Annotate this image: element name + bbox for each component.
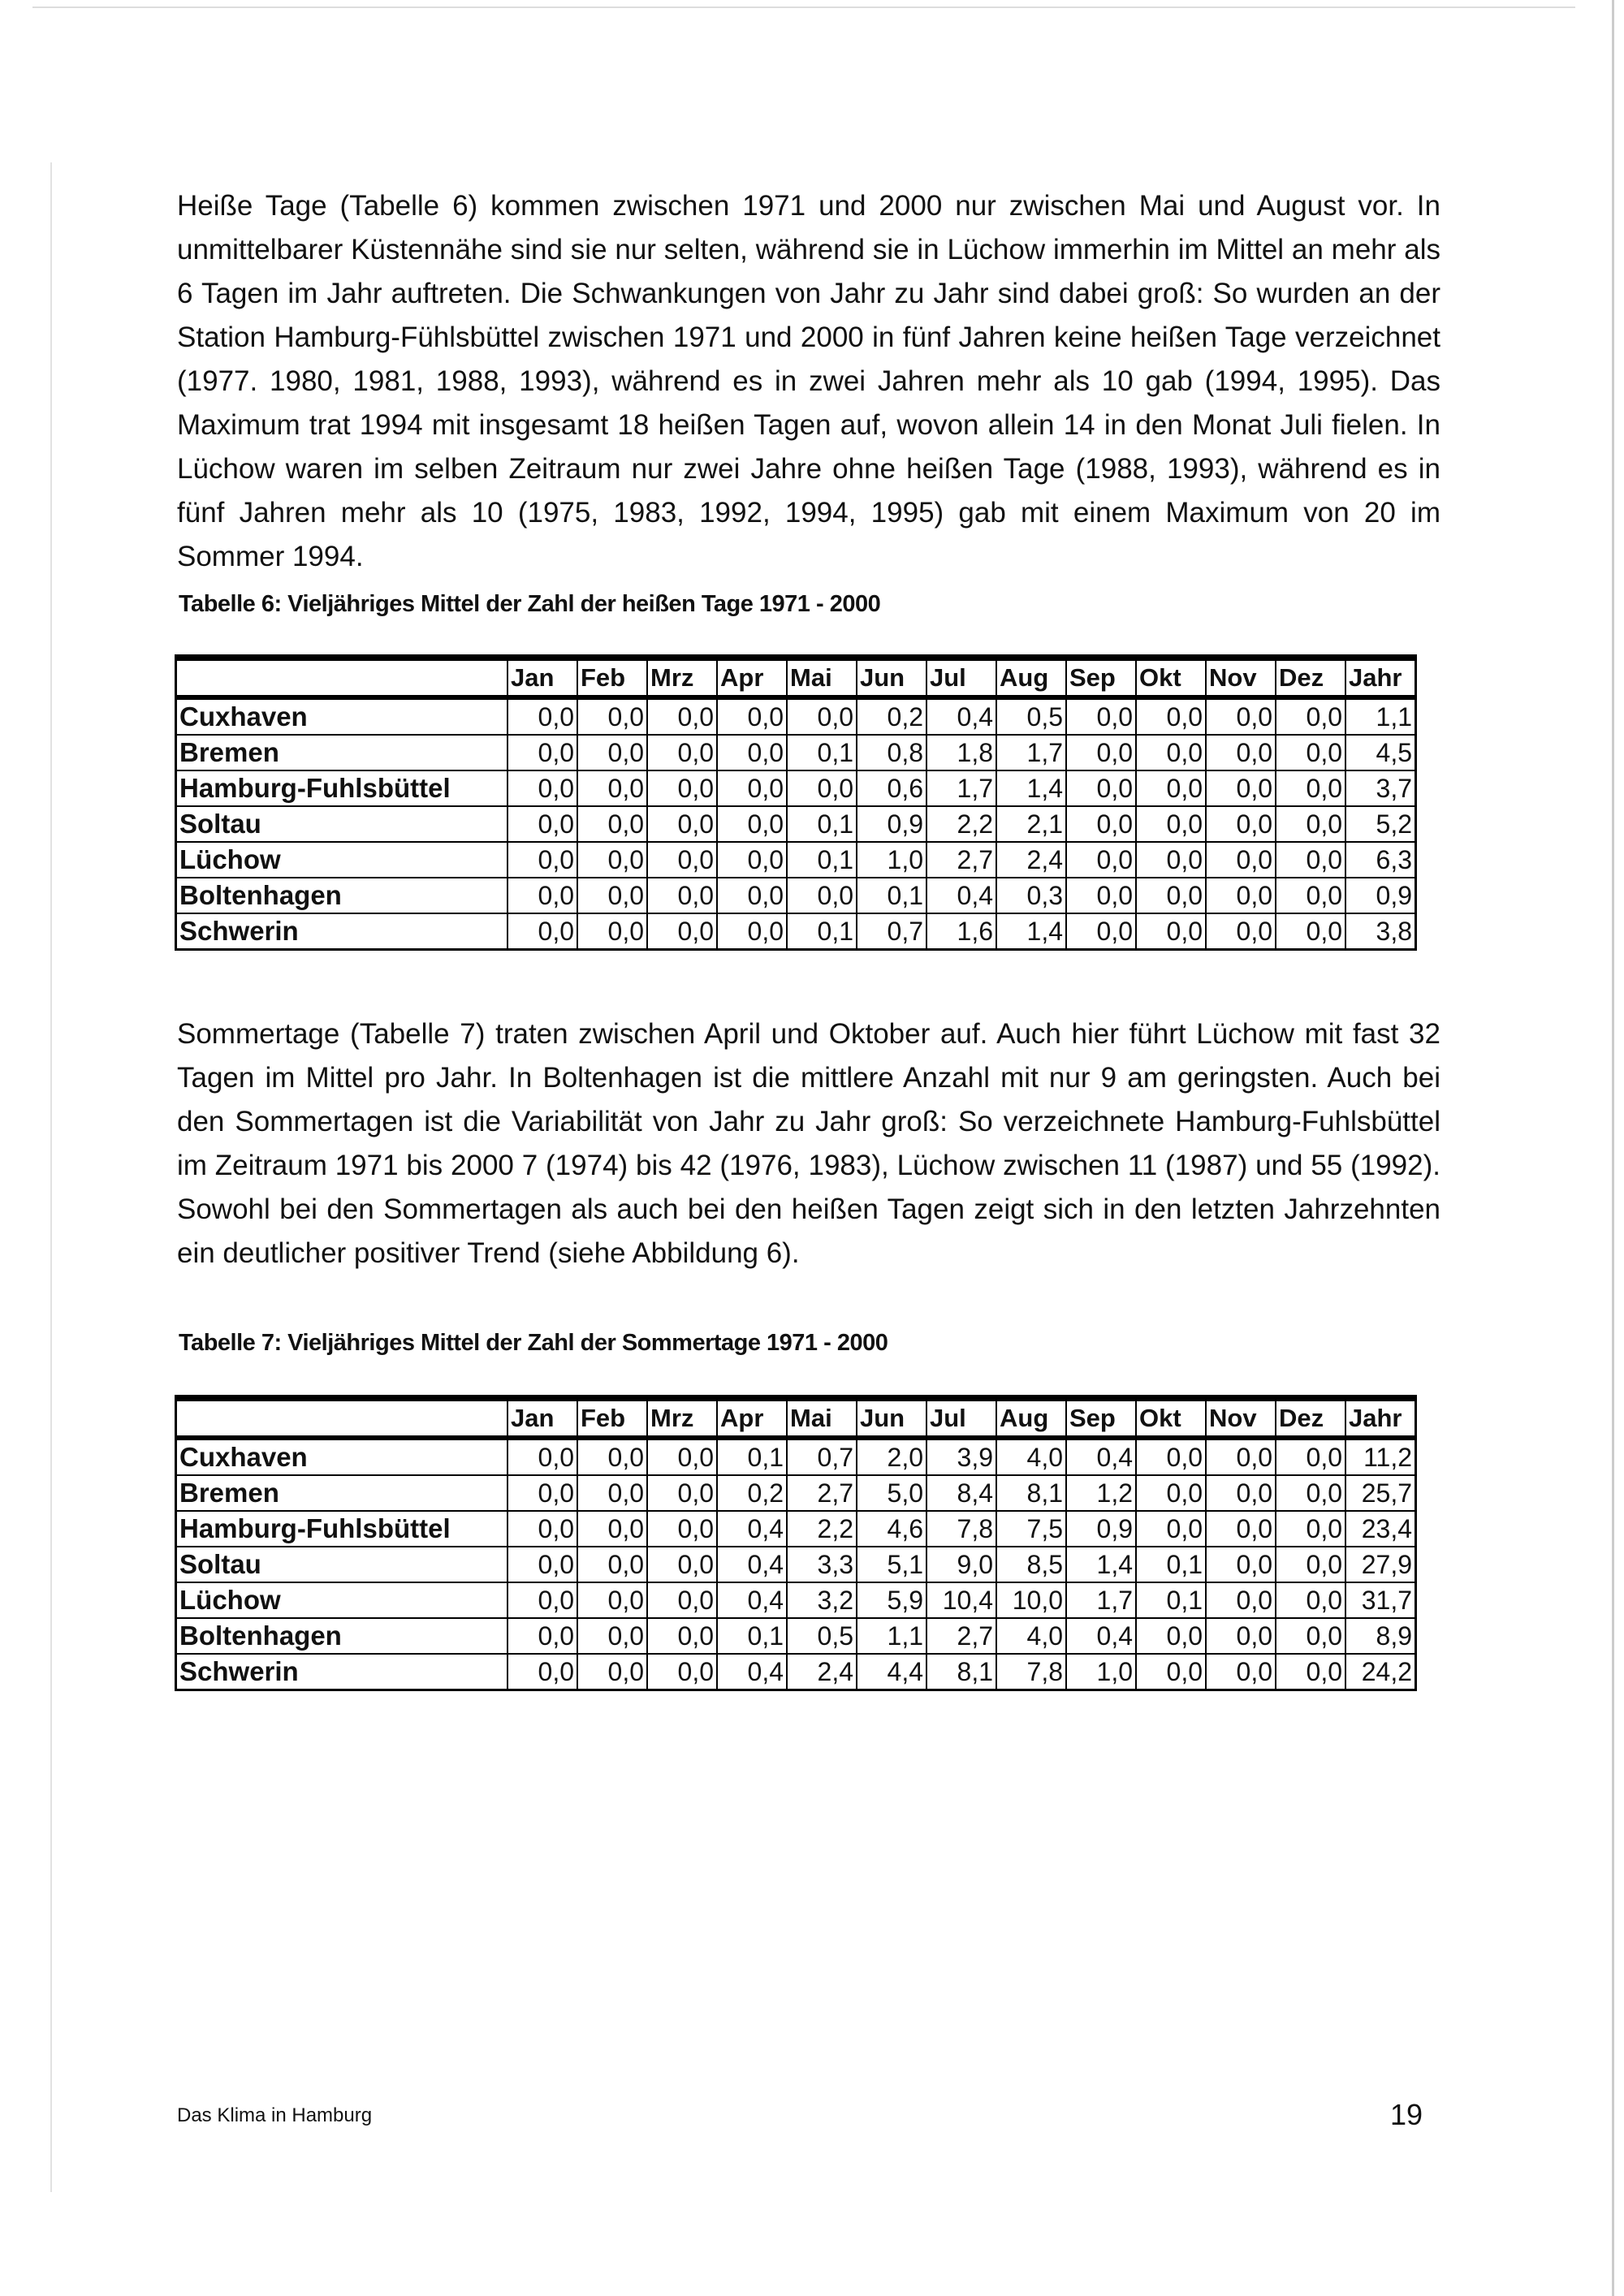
value-cell: 0,0: [1136, 1438, 1206, 1475]
header-row: [176, 1398, 1416, 1438]
value-cell: 0,0: [1206, 1475, 1276, 1511]
value-cell: 0,0: [647, 878, 717, 913]
table-row: [176, 878, 1416, 913]
column-header: Dez: [1276, 658, 1345, 697]
station-name: Lüchow: [176, 842, 508, 878]
value-cell: 4,5: [1345, 735, 1416, 770]
value-cell: 0,0: [1136, 697, 1206, 735]
table7-caption: Tabelle 7: Vieljähriges Mittel der Zahl der Sommertage 1971 - 2000: [179, 1330, 888, 1356]
value-cell: 8,5: [996, 1547, 1066, 1582]
value-cell: 0,0: [508, 770, 577, 806]
value-cell: 8,4: [926, 1475, 996, 1511]
value-cell: 4,4: [857, 1654, 926, 1690]
value-cell: 0,0: [647, 1582, 717, 1618]
value-cell: 2,0: [857, 1438, 926, 1475]
table6-caption: Tabelle 6: Vieljähriges Mittel der Zahl der heißen Tage 1971 - 2000: [179, 591, 881, 617]
value-cell: 0,0: [1136, 770, 1206, 806]
station-name: Schwerin: [176, 1654, 508, 1690]
table-row: [176, 770, 1416, 806]
value-cell: 3,2: [787, 1582, 857, 1618]
value-cell: 0,0: [577, 806, 647, 842]
value-cell: 0,4: [926, 878, 996, 913]
value-cell: 0,0: [647, 1618, 717, 1654]
column-header: Okt: [1136, 658, 1206, 697]
column-header: Jan: [508, 1398, 577, 1438]
value-cell: 1,0: [857, 842, 926, 878]
value-cell: 1,6: [926, 913, 996, 950]
station-name: Hamburg-Fuhlsbüttel: [176, 770, 508, 806]
column-header: Apr: [717, 658, 787, 697]
value-cell: 0,0: [508, 806, 577, 842]
value-cell: 0,0: [1136, 1475, 1206, 1511]
value-cell: 0,0: [577, 1511, 647, 1547]
column-header: Aug: [996, 658, 1066, 697]
value-cell: 0,0: [1206, 770, 1276, 806]
value-cell: 0,1: [857, 878, 926, 913]
value-cell: 0,0: [1206, 1654, 1276, 1690]
station-name: Boltenhagen: [176, 878, 508, 913]
value-cell: 0,0: [717, 806, 787, 842]
value-cell: 0,0: [577, 913, 647, 950]
value-cell: 10,4: [926, 1582, 996, 1618]
table-row: [176, 1618, 1416, 1654]
value-cell: 0,0: [1206, 1618, 1276, 1654]
value-cell: 0,1: [1136, 1547, 1206, 1582]
value-cell: 0,0: [508, 1618, 577, 1654]
column-header: Nov: [1206, 658, 1276, 697]
value-cell: 0,7: [787, 1438, 857, 1475]
column-header: Mai: [787, 1398, 857, 1438]
value-cell: 0,9: [1066, 1511, 1136, 1547]
value-cell: 0,0: [1206, 878, 1276, 913]
column-header: Jun: [857, 1398, 926, 1438]
column-header: Sep: [1066, 658, 1136, 697]
value-cell: 0,0: [647, 1547, 717, 1582]
value-cell: 2,7: [926, 842, 996, 878]
value-cell: 0,3: [996, 878, 1066, 913]
value-cell: 8,1: [926, 1654, 996, 1690]
value-cell: 0,0: [717, 697, 787, 735]
value-cell: 0,0: [1276, 1654, 1345, 1690]
column-header: Mrz: [647, 1398, 717, 1438]
table-row: [176, 1438, 1416, 1475]
value-cell: 0,0: [1206, 913, 1276, 950]
station-name: Lüchow: [176, 1582, 508, 1618]
value-cell: 0,0: [1276, 1582, 1345, 1618]
value-cell: 1,0: [1066, 1654, 1136, 1690]
value-cell: 0,0: [717, 913, 787, 950]
value-cell: 5,0: [857, 1475, 926, 1511]
value-cell: 0,0: [647, 806, 717, 842]
value-cell: 0,1: [717, 1438, 787, 1475]
column-header: Nov: [1206, 1398, 1276, 1438]
column-header: Feb: [577, 658, 647, 697]
value-cell: 0,0: [508, 697, 577, 735]
value-cell: 0,0: [1206, 1438, 1276, 1475]
value-cell: 3,3: [787, 1547, 857, 1582]
value-cell: 0,0: [1276, 735, 1345, 770]
value-cell: 0,0: [577, 697, 647, 735]
value-cell: 23,4: [1345, 1511, 1416, 1547]
station-name: Cuxhaven: [176, 697, 508, 735]
value-cell: 4,0: [996, 1438, 1066, 1475]
value-cell: 0,0: [1066, 697, 1136, 735]
value-cell: 0,4: [1066, 1618, 1136, 1654]
value-cell: 0,0: [1276, 1618, 1345, 1654]
table-row: [176, 913, 1416, 950]
value-cell: 3,8: [1345, 913, 1416, 950]
value-cell: 2,1: [996, 806, 1066, 842]
value-cell: 0,0: [1276, 913, 1345, 950]
value-cell: 0,0: [647, 1438, 717, 1475]
value-cell: 0,0: [1136, 878, 1206, 913]
value-cell: 0,0: [647, 842, 717, 878]
column-header: Jan: [508, 658, 577, 697]
value-cell: 1,4: [996, 913, 1066, 950]
value-cell: 1,7: [996, 735, 1066, 770]
value-cell: 0,0: [1066, 806, 1136, 842]
value-cell: 0,2: [717, 1475, 787, 1511]
value-cell: 0,0: [577, 878, 647, 913]
value-cell: 0,0: [1276, 1438, 1345, 1475]
value-cell: 0,0: [787, 878, 857, 913]
page-number: 19: [1390, 2098, 1423, 2131]
value-cell: 31,7: [1345, 1582, 1416, 1618]
value-cell: 0,1: [787, 913, 857, 950]
station-name: Boltenhagen: [176, 1618, 508, 1654]
value-cell: 0,0: [577, 1582, 647, 1618]
value-cell: 0,4: [1066, 1438, 1136, 1475]
paragraph-hot-days: Heiße Tage (Tabelle 6) kommen zwischen 1971 und 2000 nur zwischen Mai und August vor. In unmittelbarer Küstennähe sind sie nur selten, während sie in Lüchow immerhin im Mittel an mehr als 6 Tagen im Jahr auftreten. Die Schwankungen von Jahr zu Jahr sind dabei groß: So wurden an der Station Hamburg-Fühlsbüttel zwischen 1971 und 2000 in fünf Jahren keine heißen Tage verzeichnet (1977. 1980, 1981, 1988, 1993), während es in zwei Jahren mehr als 10 gab (1994, 1995). Das Maximum trat 1994 mit insgesamt 18 heißen Tagen auf, wovon allein 14 in den Monat Juli fielen. In Lüchow waren im selben Zeitraum nur zwei Jahre ohne heißen Tage (1988, 1993), während es in fünf Jahren mehr als 10 (1975, 1983, 1992, 1994, 1995) gab mit einem Maximum von 20 im Sommer 1994.: [177, 190, 1440, 572]
value-cell: 3,7: [1345, 770, 1416, 806]
value-cell: 1,4: [1066, 1547, 1136, 1582]
header-row: [176, 658, 1416, 697]
value-cell: 5,2: [1345, 806, 1416, 842]
value-cell: 0,0: [647, 913, 717, 950]
column-header: Dez: [1276, 1398, 1345, 1438]
value-cell: 0,0: [1066, 913, 1136, 950]
value-cell: 0,0: [1136, 842, 1206, 878]
value-cell: 0,0: [1206, 697, 1276, 735]
table-row: [176, 1654, 1416, 1690]
value-cell: 8,9: [1345, 1618, 1416, 1654]
value-cell: 0,0: [647, 697, 717, 735]
scan-edge-right: [1612, 0, 1614, 2296]
corner-cell: [176, 1398, 508, 1438]
value-cell: 2,4: [787, 1654, 857, 1690]
value-cell: 0,4: [717, 1547, 787, 1582]
value-cell: 10,0: [996, 1582, 1066, 1618]
value-cell: 0,0: [1206, 806, 1276, 842]
value-cell: 0,0: [1206, 842, 1276, 878]
value-cell: 0,0: [577, 1654, 647, 1690]
value-cell: 1,4: [996, 770, 1066, 806]
station-name: Soltau: [176, 806, 508, 842]
column-header: Mai: [787, 658, 857, 697]
value-cell: 0,0: [508, 1475, 577, 1511]
value-cell: 0,0: [1276, 1511, 1345, 1547]
value-cell: 0,0: [1136, 1654, 1206, 1690]
value-cell: 0,6: [857, 770, 926, 806]
value-cell: 0,0: [787, 697, 857, 735]
value-cell: 0,0: [1276, 770, 1345, 806]
value-cell: 0,0: [647, 1511, 717, 1547]
table-row: [176, 1582, 1416, 1618]
table-hot-days: [175, 654, 1417, 951]
table-row: [176, 1475, 1416, 1511]
column-header: Jun: [857, 658, 926, 697]
value-cell: 0,0: [717, 770, 787, 806]
column-header: Feb: [577, 1398, 647, 1438]
column-header: Mrz: [647, 658, 717, 697]
column-header: Jahr: [1345, 658, 1416, 697]
table-row: [176, 842, 1416, 878]
table-row: [176, 1511, 1416, 1547]
column-header: Aug: [996, 1398, 1066, 1438]
value-cell: 11,2: [1345, 1438, 1416, 1475]
value-cell: 0,0: [1276, 878, 1345, 913]
value-cell: 0,0: [1136, 806, 1206, 842]
footer-title: Das Klima in Hamburg: [177, 2104, 373, 2126]
value-cell: 0,0: [508, 1511, 577, 1547]
value-cell: 0,1: [1136, 1582, 1206, 1618]
value-cell: 0,4: [717, 1511, 787, 1547]
column-header: Sep: [1066, 1398, 1136, 1438]
value-cell: 0,0: [508, 842, 577, 878]
value-cell: 0,5: [996, 697, 1066, 735]
value-cell: 0,0: [577, 1547, 647, 1582]
station-name: Soltau: [176, 1547, 508, 1582]
value-cell: 0,0: [1276, 1547, 1345, 1582]
value-cell: 0,0: [647, 1475, 717, 1511]
value-cell: 0,0: [787, 770, 857, 806]
value-cell: 2,7: [926, 1618, 996, 1654]
value-cell: 0,0: [1136, 1511, 1206, 1547]
value-cell: 2,4: [996, 842, 1066, 878]
value-cell: 0,0: [717, 878, 787, 913]
value-cell: 1,1: [857, 1618, 926, 1654]
station-name: Cuxhaven: [176, 1438, 508, 1475]
station-name: Schwerin: [176, 913, 508, 950]
value-cell: 0,7: [857, 913, 926, 950]
value-cell: 4,6: [857, 1511, 926, 1547]
value-cell: 1,1: [1345, 697, 1416, 735]
paragraph-summer-days: Sommertage (Tabelle 7) traten zwischen April und Oktober auf. Auch hier führt Lüchow mit fast 32 Tagen im Mittel pro Jahr. In Boltenhagen ist die mittlere Anzahl mit nur 9 am geringsten. Auch bei den Sommertagen ist die Variabilität von Jahr zu Jahr groß: So verzeichnete Hamburg-Fuhlsbüttel im Zeitraum 1971 bis 2000 7 (1974) bis 42 (1976, 1983), Lüchow zwischen 11 (1987) und 55 (1992). Sowohl bei den Sommertagen als auch bei den heißen Tagen zeigt sich in den letzten Jahrzehnten ein deutlicher positiver Trend (siehe Abbildung 6).: [177, 1018, 1440, 1269]
value-cell: 0,0: [1066, 735, 1136, 770]
value-cell: 0,0: [577, 842, 647, 878]
value-cell: 0,8: [857, 735, 926, 770]
value-cell: 0,9: [857, 806, 926, 842]
value-cell: 7,8: [926, 1511, 996, 1547]
value-cell: 5,9: [857, 1582, 926, 1618]
value-cell: 7,8: [996, 1654, 1066, 1690]
value-cell: 27,9: [1345, 1547, 1416, 1582]
value-cell: 4,0: [996, 1618, 1066, 1654]
value-cell: 2,2: [926, 806, 996, 842]
value-cell: 0,4: [926, 697, 996, 735]
column-header: Jul: [926, 658, 996, 697]
value-cell: 0,0: [508, 735, 577, 770]
station-name: Hamburg-Fuhlsbüttel: [176, 1511, 508, 1547]
station-name: Bremen: [176, 735, 508, 770]
value-cell: 0,2: [857, 697, 926, 735]
value-cell: 0,0: [508, 913, 577, 950]
value-cell: 5,1: [857, 1547, 926, 1582]
value-cell: 0,1: [787, 735, 857, 770]
value-cell: 0,9: [1345, 878, 1416, 913]
value-cell: 0,0: [1206, 1511, 1276, 1547]
value-cell: 0,0: [647, 735, 717, 770]
value-cell: 2,2: [787, 1511, 857, 1547]
value-cell: 0,1: [787, 842, 857, 878]
table-row: [176, 1547, 1416, 1582]
value-cell: 0,5: [787, 1618, 857, 1654]
value-cell: 0,0: [508, 878, 577, 913]
value-cell: 6,3: [1345, 842, 1416, 878]
scan-edge-top: [32, 6, 1575, 8]
value-cell: 0,0: [1276, 1475, 1345, 1511]
value-cell: 1,2: [1066, 1475, 1136, 1511]
value-cell: 9,0: [926, 1547, 996, 1582]
value-cell: 0,0: [1066, 770, 1136, 806]
table-row: [176, 806, 1416, 842]
value-cell: 0,0: [1136, 735, 1206, 770]
value-cell: 1,7: [926, 770, 996, 806]
value-cell: 24,2: [1345, 1654, 1416, 1690]
value-cell: 0,0: [577, 770, 647, 806]
value-cell: 0,0: [577, 735, 647, 770]
value-cell: 0,0: [647, 770, 717, 806]
table-row: [176, 697, 1416, 735]
value-cell: 0,1: [717, 1618, 787, 1654]
value-cell: 0,0: [1276, 697, 1345, 735]
scan-edge-left: [50, 162, 52, 2192]
value-cell: 0,0: [508, 1582, 577, 1618]
value-cell: 0,0: [717, 735, 787, 770]
column-header: Apr: [717, 1398, 787, 1438]
column-header: Jahr: [1345, 1398, 1416, 1438]
value-cell: 25,7: [1345, 1475, 1416, 1511]
value-cell: 0,0: [647, 1654, 717, 1690]
value-cell: 3,9: [926, 1438, 996, 1475]
value-cell: 0,1: [787, 806, 857, 842]
value-cell: 0,0: [1206, 1547, 1276, 1582]
value-cell: 0,4: [717, 1654, 787, 1690]
value-cell: 0,0: [577, 1475, 647, 1511]
value-cell: 0,4: [717, 1582, 787, 1618]
value-cell: 7,5: [996, 1511, 1066, 1547]
value-cell: 1,7: [1066, 1582, 1136, 1618]
value-cell: 0,0: [717, 842, 787, 878]
value-cell: 0,0: [1206, 1582, 1276, 1618]
value-cell: 0,0: [577, 1618, 647, 1654]
column-header: Jul: [926, 1398, 996, 1438]
table-summer-days: [175, 1395, 1417, 1691]
table-row: [176, 735, 1416, 770]
value-cell: 2,7: [787, 1475, 857, 1511]
value-cell: 1,8: [926, 735, 996, 770]
value-cell: 0,0: [508, 1547, 577, 1582]
value-cell: 0,0: [1276, 842, 1345, 878]
corner-cell: [176, 658, 508, 697]
station-name: Bremen: [176, 1475, 508, 1511]
column-header: Okt: [1136, 1398, 1206, 1438]
value-cell: 8,1: [996, 1475, 1066, 1511]
value-cell: 0,0: [1136, 1618, 1206, 1654]
value-cell: 0,0: [508, 1438, 577, 1475]
value-cell: 0,0: [1276, 806, 1345, 842]
value-cell: 0,0: [508, 1654, 577, 1690]
value-cell: 0,0: [1136, 913, 1206, 950]
value-cell: 0,0: [1066, 842, 1136, 878]
value-cell: 0,0: [1066, 878, 1136, 913]
value-cell: 0,0: [577, 1438, 647, 1475]
value-cell: 0,0: [1206, 735, 1276, 770]
